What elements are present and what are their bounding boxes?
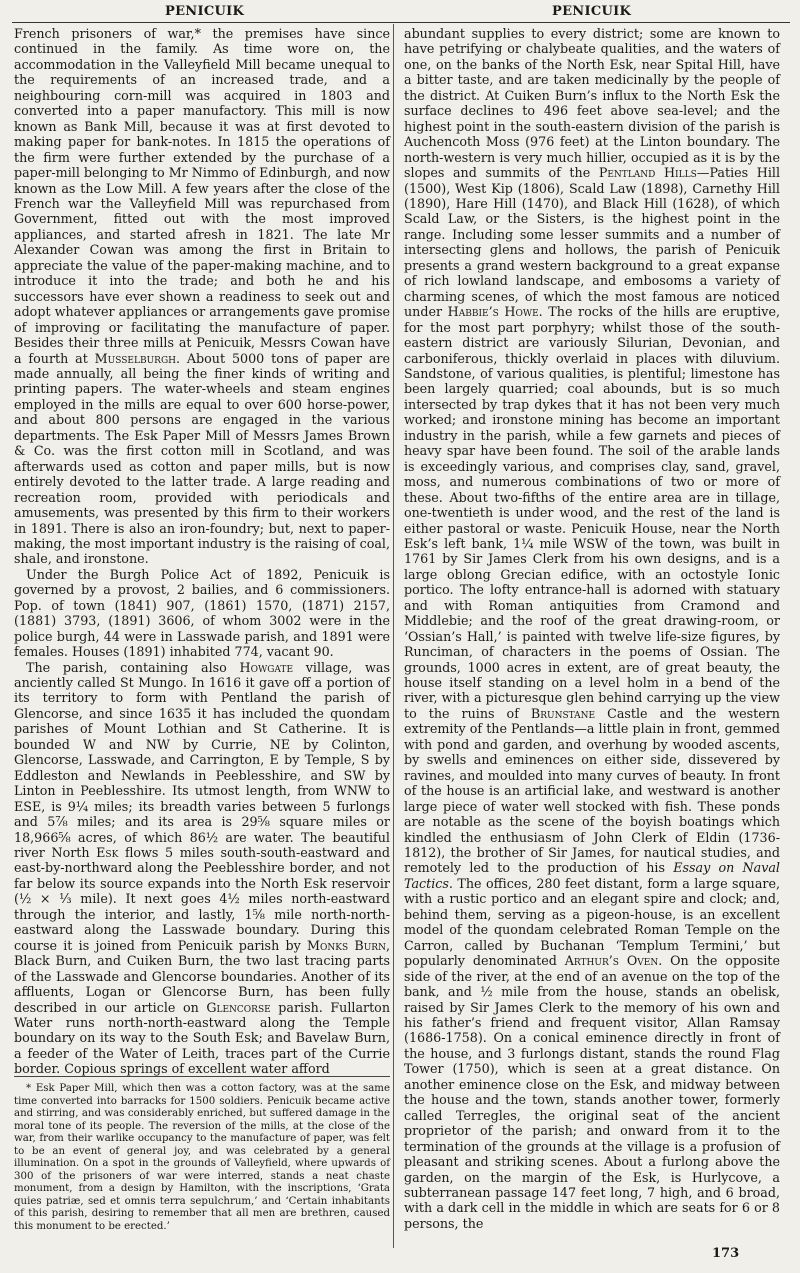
place-name-glencorse: Glencorse bbox=[206, 999, 271, 1015]
left-column bbox=[14, 26, 390, 1077]
paragraph-burgh-police: Under the Burgh Police Act of 1892, Penicuik is governed by a provost, 2 bailies, and 6 commissioners. Pop. of town (1841) 907, (1861) 1570, (1871) 2157, (1881) 3793, (1891) 3606, of whom 3002 were in the police burgh, 44 were in Lasswade parish, and 1891 were females. Houses (1891) inhabited 774, vacant 90. bbox=[14, 566, 390, 660]
book-title-essay: Essay on Naval Tactics bbox=[404, 860, 780, 891]
place-name-habbies-howe: Habbie’s Howe bbox=[447, 304, 539, 320]
place-name-musselburgh: Musselburgh bbox=[94, 350, 176, 366]
place-name-brunstane: Brunstane bbox=[530, 705, 596, 721]
place-name-arthurs-oven: Arthur’s Oven bbox=[564, 953, 659, 969]
footnote-rule bbox=[14, 1076, 390, 1077]
right-column bbox=[404, 26, 780, 1231]
paragraph-paper-mills: French prisoners of war,* the premises have since continued in the family. As time wore on, the accommodation in the Valleyfield Mill became unequal to the requirements of an increased trade, and a neighbouring corn-mill was acquired in 1803 and converted into a paper manufactory. This mill is now known as Bank Mill, because it was at first devoted to making paper for bank-notes. In 1815 the operations of the firm were further extended by the purchase of a paper-mill belonging to Mr Nimmo of Edinburgh, and now known as the Low Mill. A few years after the close of the French war the Valleyfield Mill was repurchased from Government, fitted out with the most improved appliances, and started afresh in 1821. The late Mr Alexander Cowan was among the first in Britain to appreciate the value of the paper-making machine, and to introduce it into the trade; and both he and his successors have ever shown a readiness to seek out and adopt whatever appliances or arrangements gave promise of improving or facilitating the manufacture of paper. Besides their three mills at Penicuik, Messrs Cowan have a fourth at Musselburgh. About 5000 tons of paper are made annually, all being the finer kinds of writing and printing papers. The water-wheels and steam engines employed in the mills are equal to over 600 horse-power, and about 800 persons are engaged in the various departments. The Esk Paper Mill of Messrs James Brown & Co. was the first cotton mill in Scotland, and was afterwards used as cotton and paper mills, but is now entirely devoted to the latter trade. A large reading and recreation room, provided with periodicals and amusements, was presented by this firm to their workers in 1891. There is also an iron-foundry; but, next to paper-making, the most important industry is the raising of coal, shale, and ironstone. bbox=[14, 26, 390, 567]
footnote bbox=[14, 1083, 390, 1233]
page-number: 173 bbox=[712, 1246, 740, 1261]
paragraph-springs-and-house: abundant supplies to every district; some are known to have petrifying or chalybeate qualities, and the waters of one, on the banks of the North Esk, near Spital Hill, have a bitter taste, and are taken medicinally by the people of the district. At Cuiken Burn’s influx to the North Esk the surface declines to 496 feet above sea-level; and the highest point in the south-eastern division of the parish is Auchencoth Moss (976 feet) at the Linton boundary. The north-western is very much hillier, occupied as it is by the slopes and summits of the Pentland Hills—Paties Hill (1500), West Kip (1806), Scald Law (1898), Carnethy Hill (1890), Hare Hill (1470), and Black Hill (1628), of which Scald Law, or the Sisters, is the highest point in the range. Including some lesser summits and a number of intersecting glens and hollows, the parish of Penicuik presents a grand western background to a great expanse of rich lowland landscape, and embosoms a variety of charming scenes, of which the most famous are noticed under Habbie’s Howe. The rocks of the hills are eruptive, for the most part porphyry; whilst those of the south-eastern district are variously Silurian, Devonian, and carboniferous, thickly overlaid in places with diluvium. Sandstone, of various qualities, is plentiful; limestone has been largely quarried; coal abounds, but is so much intersected by trap dykes that it has not been very much worked; and ironstone mining has become an important industry in the parish, while a few garnets and pieces of heavy spar have been found. The soil of the arable lands is exceedingly various, and comprises clay, sand, gravel, moss, and numerous combinations of two or more of these. About two-fifths of the entire area are in tillage, one-twentieth is under wood, and the rest of the land is either pastoral or waste. Penicuik House, near the North Esk’s left bank, 1¼ mile WSW of the town, was built in 1761 by Sir James Clerk from his own designs, and is a large oblong Grecian edifice, with an octostyle Ionic portico. The lofty entrance-hall is adorned with statuary and with Roman antiquities from Cramond and Middlebie; and the roof of the great drawing-room, or ‘Ossian’s Hall,’ is painted with twelve life-size figures, by Runciman, of characters in the poems of Ossian. The grounds, 1000 acres in extent, are of great beauty, the house itself standing on a level holm in a bend of the river, with a picturesque glen behind carrying up the view to the ruins of Brunstane Castle and the western extremity of the Pentlands—a little plain in front, gemmed with pond and garden, and overhung by wooded ascents, by swells and eminences on either side, dissevered by ravines, and moulded into many curves of beauty. In front of the house is an artificial lake, and westward is another large piece of water well stocked with fish. These ponds are notable as the scene of the boyish boatings which kindled the enthusiasm of John Clerk of Eldin (1736-1812), the brother of Sir James, for nautical studies, and remotely led to the production of his Essay on Naval Tactics. The offices, 280 feet distant, form a large square, with a rustic portico and an elegant spire and clock; and, behind them, serving as a pigeon-house, is an excellent model of the quondam celebrated Roman Temple on the Carron, called by Buchanan ‘Templum Termini,’ but popularly denominated Arthur’s Oven. On the opposite side of the river, at the end of an avenue on the top of the bank, and ½ mile from the house, stands an obelisk, raised by Sir James Clerk to the memory of his own and his father’s friend and frequent visitor, Allan Ramsay (1686-1758). On a conical eminence directly in front of the house, and 3 furlongs distant, stands the round Flag Tower (1750), which is seen at a great distance. On another eminence close on the Esk, and midway between the house and the town, stands another tower, formerly called Terregles, the original seat of the ancient proprietor of the parish; and onward from it to the termination of the grounds at the village is a profusion of pleasant and striking scenes. About a furlong above the garden, on the margin of the Esk, is Hurlycove, a subterranean passage 147 feet long, 7 high, and 6 broad, with a dark cell in the middle in which are seats for 6 or 8 persons, the bbox=[404, 26, 780, 1231]
place-name-howgate: Howgate bbox=[239, 659, 294, 675]
column-divider bbox=[393, 24, 394, 1248]
footnote-text: * Esk Paper Mill, which then was a cotton factory, was at the same time converted into barracks for 1500 soldiers. Penicuik became active and stirring, and was considerably enriched, but suffered damage in the moral tone of its people. The reversion of the mills, at the close of the war, from their warlike occupancy to the manufacture of paper, was felt to be an event of general joy, and was celebrated by a general illumination. On a spot in the grounds of Valleyfield, where upwards of 300 of the prisoners of war were interred, stands a neat chaste monument, from a design by Hamilton, with the inscriptions, ‘Grata quies patriæ, sed et omnis terra sepulchrum,’ and ‘Certain inhabitants of this parish, desiring to remember that all men are brethren, caused this monument to be erected.’ bbox=[14, 1083, 390, 1232]
header-rule bbox=[12, 22, 790, 23]
place-name-esk: Esk bbox=[96, 845, 119, 861]
running-head-left: PENICUIK bbox=[165, 4, 245, 19]
running-head-right: PENICUIK bbox=[552, 4, 632, 19]
paragraph-parish: The parish, containing also Howgate village, was anciently called St Mungo. In 1616 it gave off a portion of its territory to form with Pentland the parish of Glencorse, and since 1635 it has included the quondam parishes of Mount Lothian and St Catherine. It is bounded W and NW by Currie, NE by Colinton, Glencorse, Lasswade, and Carrington, E by Temple, S by Eddleston and Newlands in Peeblesshire, and SW by Linton in Peeblesshire. Its utmost length, from WNW to ESE, is 9¼ miles; its breadth varies between 5 furlongs and 5⅞ miles; and its area is 29⅝ square miles or 18,966⅝ acres, of which 86½ are water. The beautiful river North Esk flows 5 miles south-south-eastward and east-by-northward along the Peeblesshire border, and not far below its source expands into the North Esk reservoir (½ × ⅓ mile). It next goes 4½ miles north-eastward through the interior, and lastly, 1⅝ mile north-north-eastward along the Lasswade boundary. During this course it is joined from Penicuik parish by Monks Burn, Black Burn, and Cuiken Burn, the two last tracing parts of the Lasswade and Glencorse boundaries. Another of its affluents, Logan or Glencorse Burn, has been fully described in our article on Glencorse parish. Fullarton Water runs north-north-eastward along the Temple boundary on its way to the South Esk; and Bavelaw Burn, a feeder of the Water of Leith, traces part of the Currie border. Copious springs of excellent water afford bbox=[14, 659, 390, 1077]
place-name-monks-burn: Monks Burn bbox=[307, 937, 386, 953]
place-name-pentland-hills: Pentland Hills bbox=[598, 165, 697, 181]
